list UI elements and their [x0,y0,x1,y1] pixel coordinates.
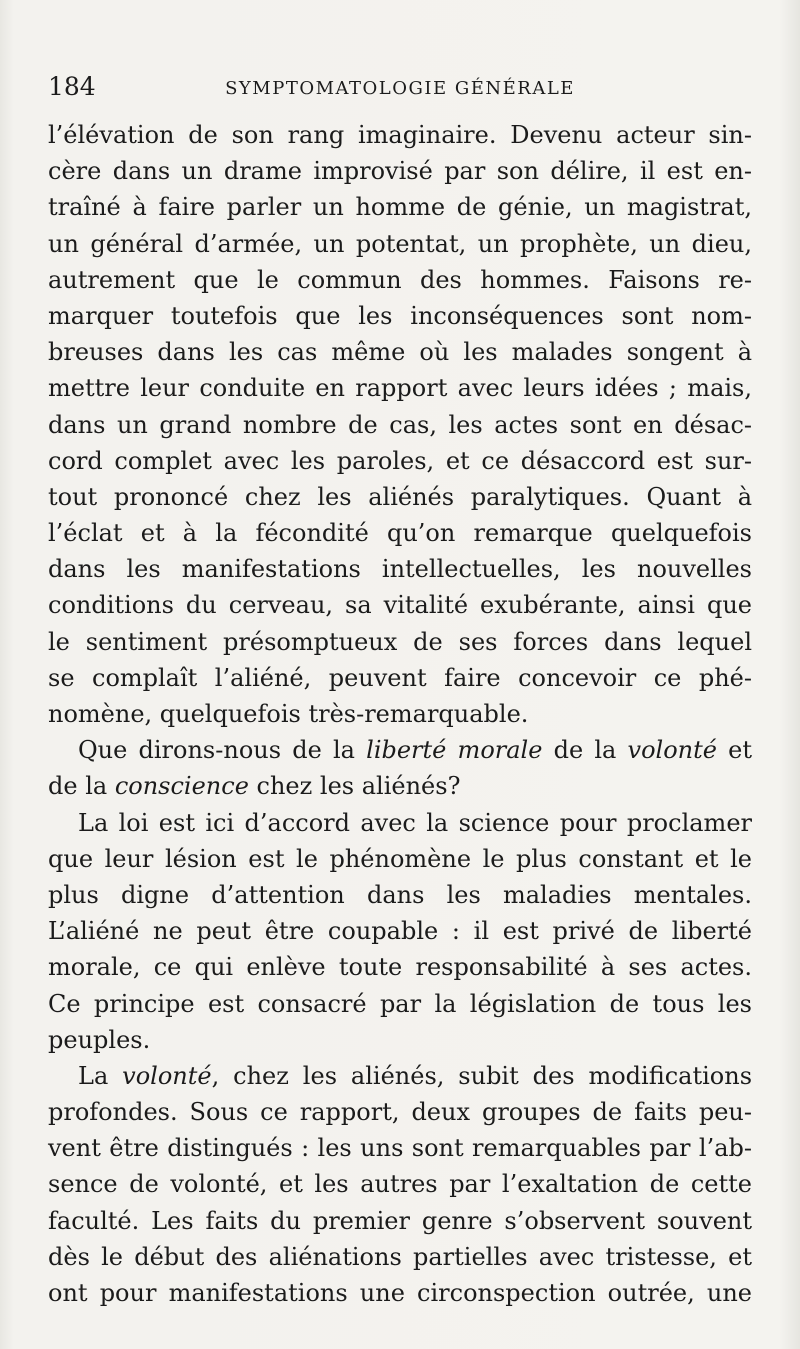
text-line: dans un grand nombre de cas, les actes sont en désac- [48,410,752,439]
text-line: le sentiment présomptueux de ses forces dans lequel [48,627,752,656]
text-line: l’éclat et à la fécondité qu’on remarque quelquefois [48,519,752,548]
italic-term: volonté [122,1061,212,1090]
text-line: mettre leur conduite en rapport avec leurs idées ; mais, [48,374,752,403]
text-line: dans les manifestations intellectuelles, les nouvelles [48,555,752,584]
text-line: traîné à faire parler un homme de génie, un magistrat, [48,193,752,222]
text-segment: Que dirons-nous de la [78,736,367,765]
text-line: marquer toutefois que les inconséquences sont nom- [48,301,752,330]
text-line: plus digne d’attention dans les maladies mentales. [48,880,752,909]
text-segment: et [716,736,752,765]
body-text [48,117,752,1311]
text-line: La loi est ici d’accord avec la science pour proclamer [78,808,752,837]
text-line: Ce principe est consacré par la législation de tous les [48,989,752,1018]
text-segment: La [78,1061,123,1090]
text-line: vent être distingués : les uns sont remarquables par l’ab- [48,1134,752,1163]
text-line: se complaît l’aliéné, peuvent faire concevoir ce phé- [48,663,752,692]
text-line: peuples. [48,1025,151,1054]
question-line [48,732,752,768]
volonte-line [48,1058,752,1094]
text-segment: chez les aliénés? [248,772,461,801]
text-line: ont pour manifestations une circonspection outrée, une [48,1279,752,1307]
text-line: profondes. Sous ce rapport, deux groupes de faits peu- [48,1098,752,1127]
italic-term: volonté [627,736,717,765]
page-number: 184 [48,72,96,101]
text-line: l’élévation de son rang imaginaire. Devenu acteur sin- [48,121,752,149]
text-line: que leur lésion est le phénomène le plus constant et le [48,844,752,873]
running-title: SYMPTOMATOLOGIE GÉNÉRALE [225,78,575,99]
question-line [48,768,752,804]
text-segment: , chez les aliénés, subit des modifications [211,1061,753,1090]
text-line: autrement que le commun des hommes. Faisons re- [48,265,752,294]
text-line: breuses dans les cas même où les malades songent à [48,338,752,367]
page-header [48,72,752,108]
text-line: sence de volonté, et les autres par l’exaltation de cette [48,1170,752,1199]
italic-term: liberté morale [366,736,543,765]
text-line: conditions du cerveau, sa vitalité exubérante, ainsi que [48,591,752,620]
text-line: tout prononcé chez les aliénés paralytiques. Quant à [48,482,752,511]
italic-term: conscience [114,772,249,801]
text-line: cord complet avec les paroles, et ce désaccord est sur- [48,446,752,475]
text-line: faculté. Les faits du premier genre s’observent souvent [48,1206,752,1235]
text-line: un général d’armée, un potentat, un prophète, un dieu, [48,229,752,258]
text-segment: de la [542,736,628,765]
text-line: dès le début des aliénations partielles avec tristesse, et [48,1242,752,1271]
text-line: cère dans un drame improvisé par son délire, il est en- [48,157,752,186]
text-line: L’aliéné ne peut être coupable : il est privé de liberté [48,917,752,946]
text-line: morale, ce qui enlève toute responsabilité à ses actes. [48,953,752,982]
text-segment: de la [48,772,115,801]
text-line: nomène, quelquefois très-remarquable. [48,700,529,728]
